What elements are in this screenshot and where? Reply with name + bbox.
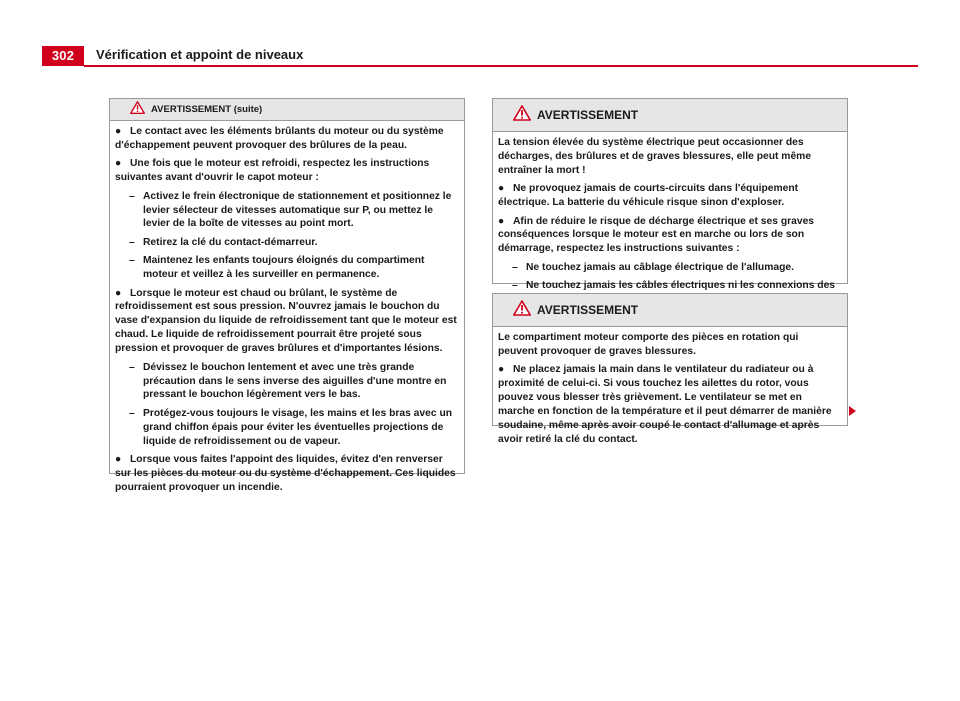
sub-list-item <box>512 261 840 275</box>
paragraph-text: Lorsque le moteur est chaud ou brûlant, le système de refroidissement est sous pression. N'ouvrez jamais le bouchon du vase d'expansion du liquide de refroidissement tant que le moteur est chaud. Le liquide de refroidissement pourrait être projeté sous pression et provoquer de graves brûlures et d'importantes lésions. <box>115 287 457 355</box>
warning-triangle-icon <box>130 101 145 119</box>
sub-list-item <box>129 407 457 449</box>
warning-box-header <box>493 294 847 327</box>
bullet-marker: ● <box>115 126 122 137</box>
paragraph-text: Ne touchez jamais les câbles électriques ni les connexions des <box>526 280 836 292</box>
dash-marker: – <box>512 280 518 292</box>
warning-box-header <box>493 99 847 132</box>
warning-box-body <box>493 327 847 457</box>
warning-box-continued <box>109 98 465 493</box>
warning-box-title: AVERTISSEMENT (suite) <box>151 104 263 115</box>
warning-box-rotating-parts <box>492 293 848 445</box>
paragraph-text: Retirez la clé du contact-démarreur. <box>143 236 318 248</box>
dash-marker: – <box>129 236 135 248</box>
continue-arrow-icon <box>849 406 856 416</box>
paragraph-text: Ne placez jamais la main dans le ventilateur du radiateur ou à proximité de celui-ci. Si vous touchez les ailettes du rotor, vous pouvez vous blesser très grièvement. Le ventilateur se met en marche en fonction de la température et il peut démarrer de manière soudaine, même après avoir coupé le contact d'allumage et après avoir retiré la clé du contact. <box>498 364 832 445</box>
bullet-item <box>498 182 840 210</box>
bullet-marker: ● <box>498 364 505 376</box>
warning-box-body <box>493 132 847 317</box>
paragraph-text: Le compartiment moteur comporte des pièces en rotation qui peuvent provoquer de graves blessures. <box>498 332 799 357</box>
intro-paragraph <box>498 136 840 178</box>
paragraph-text: Afin de réduire le risque de décharge électrique et ses graves conséquences lorsque le moteur est en marche ou lors de son démarrage, respectez les instructions suivantes : <box>498 215 815 255</box>
paragraph-text: Ne touchez jamais au câblage électrique de l'allumage. <box>526 261 794 273</box>
dash-marker: – <box>129 407 135 419</box>
paragraph-text: Lorsque vous faites l'appoint des liquides, évitez d'en renverser sur les pièces du moteur ou du système d'échappement. Ces liquides pourraient provoquer un incendie. <box>115 454 456 493</box>
bullet-item <box>115 157 457 185</box>
page-number: 302 <box>42 46 84 66</box>
paragraph-text: Une fois que le moteur est refroidi, respectez les instructions suivantes avant d'ouvrir le capot moteur : <box>115 158 430 184</box>
paragraph-text: Ne provoquez jamais de courts-circuits dans l'équipement électrique. La batterie du véhicule risque sinon d'exploser. <box>498 183 799 209</box>
warning-box-title: AVERTISSEMENT <box>537 108 639 122</box>
bullet-item <box>498 363 840 446</box>
warning-box-electrical <box>492 98 848 292</box>
dash-marker: – <box>129 361 135 373</box>
bullet-marker: ● <box>115 287 122 299</box>
sub-list-item <box>129 236 457 250</box>
warning-triangle-icon <box>513 105 531 126</box>
dash-marker: – <box>129 255 135 267</box>
intro-paragraph <box>498 331 840 359</box>
bullet-item <box>115 287 457 357</box>
paragraph-text: La tension élevée du système électrique peut occasionner des décharges, des brûlures et de graves blessures, elle peut même entraîner la mort ! <box>498 137 812 176</box>
warning-box-body <box>110 121 464 505</box>
paragraph-text: Activez le frein électronique de stationnement et positionnez le levier sélecteur de vitesses automatique sur P, ou mettez le levier de la boîte de vitesses au point mort. <box>143 190 452 230</box>
bullet-item <box>115 453 457 495</box>
bullet-marker: ● <box>115 454 122 466</box>
bullet-item <box>115 125 457 153</box>
dash-marker: – <box>512 261 518 273</box>
paragraph-text: Dévissez le bouchon lentement et avec une très grande précaution dans le sens inverse des aiguilles d'une montre en pressant le bouchon légèrement vers le bas. <box>143 361 447 401</box>
sub-list-item <box>129 190 457 232</box>
bullet-marker: ● <box>498 215 505 227</box>
header-rule <box>84 65 918 67</box>
page-title: Vérification et appoint de niveaux <box>96 47 304 62</box>
warning-box-title: AVERTISSEMENT <box>537 303 639 317</box>
bullet-marker: ● <box>115 158 122 170</box>
dash-marker: – <box>129 190 135 202</box>
paragraph-text: Maintenez les enfants toujours éloignés du compartiment moteur et veillez à les surveiller en permanence. <box>143 255 425 281</box>
sub-list-item <box>129 361 457 403</box>
paragraph-text: Le contact avec les éléments brûlants du moteur ou du système d'échappement peuvent provoquer des brûlures de la peau. <box>115 126 444 151</box>
bullet-marker: ● <box>498 183 505 195</box>
warning-box-header <box>110 99 464 121</box>
paragraph-text: Protégez-vous toujours le visage, les mains et les bras avec un grand chiffon épais pour éviter les éventuelles projections de liquide de refroidissement ou de vapeur. <box>143 407 453 447</box>
warning-triangle-icon <box>513 300 531 321</box>
bullet-item <box>498 215 840 257</box>
sub-list-item <box>129 254 457 282</box>
